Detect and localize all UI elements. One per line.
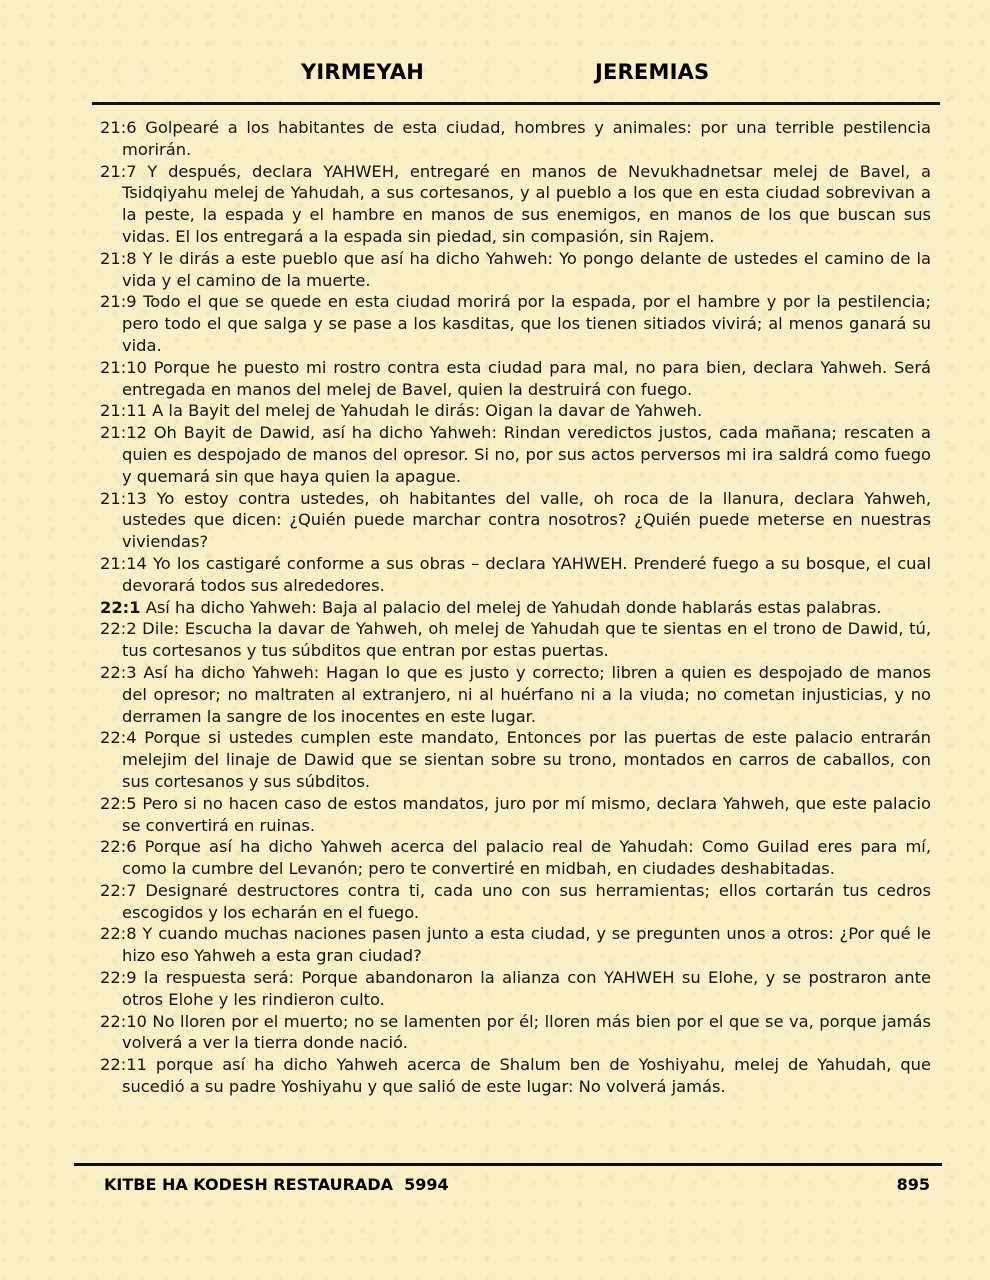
verse-ref: 22:4 — [100, 728, 137, 748]
verse-ref: 22:11 — [100, 1055, 147, 1075]
verse — [100, 836, 931, 880]
verse-text: Todo el que se quede en esta ciudad morirá por la espada, por el hambre y por la pestilencia; pero todo el que salga y se pase a los kasditas, que los tienen sitiados vivirá; al menos ganará su vida. — [122, 292, 931, 355]
verse — [100, 291, 931, 356]
verse-ref: 22:6 — [100, 837, 137, 857]
verse-text: Oh Bayit de Dawid, así ha dicho Yahweh: Rindan veredictos justos, cada mañana; rescaten a quien es despojado de manos del opresor. Si no, por sus actos perversos mi ira saldrá como fuego y quemará sin que haya quien la apague. — [122, 423, 931, 486]
verse-text: la respuesta será: Porque abandonaron la alianza con YAHWEH su Elohe, y se postraron ante otros Elohe y les rindieron culto. — [122, 968, 931, 1009]
verse — [100, 662, 931, 727]
verse-text: A la Bayit del melej de Yahudah le dirás: Oigan la davar de Yahweh. — [152, 401, 703, 421]
page-footer — [74, 1163, 942, 1194]
verse — [100, 880, 931, 924]
verse-ref-bold: 22:1 — [100, 597, 141, 617]
verse-text: Porque así ha dicho Yahweh acerca del palacio real de Yahudah: Como Guilad eres para mí, como la cumbre del Levanón; pero te convertiré en midbah, en ciudades deshabitadas. — [122, 837, 931, 879]
verse-ref: 21:14 — [100, 553, 147, 573]
verse-ref: 21:11 — [100, 401, 147, 421]
verse — [100, 618, 931, 662]
verse — [100, 553, 931, 597]
verse-ref: 22:7 — [100, 880, 137, 900]
verse-ref: 21:6 — [100, 118, 137, 137]
verse-ref: 22:2 — [100, 619, 137, 639]
verse — [100, 117, 931, 161]
verse — [100, 1054, 931, 1098]
verse-text: Y le dirás a este pueblo que así ha dicho Yahweh: Yo pongo delante de ustedes el camino de la vida y el camino de la muerte. — [122, 248, 931, 290]
verse — [100, 357, 931, 401]
verse — [100, 422, 931, 487]
verse-ref: 21:8 — [100, 248, 137, 268]
verse-ref: 22:10 — [100, 1011, 147, 1031]
book-title-hebrew: YIRMEYAH — [301, 60, 425, 84]
verse-list — [100, 117, 931, 1098]
page-number: 895 — [896, 1175, 930, 1194]
verse-text: Yo estoy contra ustedes, oh habitantes del valle, oh roca de la llanura, declara Yahweh, ustedes que dicen: ¿Quién puede marchar contra nosotros? ¿Quién puede meterse en nuestras viviendas? — [122, 488, 931, 552]
footer-book-title: KITBE HA KODESH RESTAURADA 5994 — [104, 1175, 449, 1194]
verse-ref: 21:12 — [100, 423, 147, 443]
verse-text: porque así ha dicho Yahweh acerca de Shalum ben de Yoshiyahu, melej de Yahudah, que sucedió a su padre Yoshiyahu y que salió de este lugar: No volverá jamás. — [122, 1055, 931, 1097]
verse — [100, 967, 931, 1011]
verse-text: Así ha dicho Yahweh: Hagan lo que es justo y correcto; libren a quien es despojado de manos del opresor; no maltraten al extranjero, ni al huérfano ni a la viuda; no cometan injusticias, y no derramen la sangre de los inocentes en este lugar. — [122, 662, 931, 726]
verse — [100, 1011, 931, 1055]
verse-text: Porque si ustedes cumplen este mandato, Entonces por las puertas de este palacio entrarán melejim del linaje de Dawid que se sientan sobre su trono, montados en carros de caballos, con sus cortesanos y sus súbditos. — [122, 728, 931, 791]
verse-ref: 22:8 — [100, 924, 137, 944]
verse — [100, 161, 931, 248]
verse-ref: 21:7 — [100, 161, 137, 181]
chapter-start-verse — [100, 597, 931, 619]
book-title-spanish: JEREMIAS — [595, 60, 710, 84]
verse-text: Porque he puesto mi rostro contra esta ciudad para mal, no para bien, declara Yahweh. Será entregada en manos del melej de Bavel, quien la destruirá con fuego. — [122, 357, 931, 399]
verse-text: Golpearé a los habitantes de esta ciudad, hombres y animales: por una terrible pestilencia morirán. — [122, 118, 931, 159]
verse-text: Así ha dicho Yahweh: Baja al palacio del melej de Yahudah donde hablarás estas palabras. — [145, 597, 882, 617]
verse-ref: 22:5 — [100, 793, 137, 813]
verse-ref: 21:9 — [100, 292, 137, 312]
verse — [100, 793, 931, 837]
verse-text: Designaré destructores contra ti, cada uno con sus herramientas; ellos cortarán tus cedros escogidos y los echarán en el fuego. — [122, 880, 931, 922]
verse-text: No lloren por el muerto; no se lamenten por él; lloren más bien por el que se va, porque jamás volverá a ver la tierra donde nació. — [122, 1011, 931, 1053]
page-header — [92, 58, 940, 105]
verse-text: Y después, declara YAHWEH, entregaré en manos de Nevukhadnetsar melej de Bavel, a Tsidqiyahu melej de Yahudah, a sus cortesanos, y al pueblo a los que en esta ciudad sobrevivan a la peste, la espada y el hambre en manos de sus enemigos, en manos de los que buscan sus vidas. El los entregará a la espada sin piedad, sin compasión, sin Rajem. — [122, 161, 931, 246]
verse — [100, 727, 931, 792]
verse-ref: 22:9 — [100, 968, 137, 988]
verse-ref: 22:3 — [100, 662, 137, 682]
verse-text: Yo los castigaré conforme a sus obras – declara YAHWEH. Prenderé fuego a su bosque, el cual devorará todos sus alrededores. — [122, 553, 931, 595]
verse-ref: 21:13 — [100, 488, 147, 508]
verse-ref: 21:10 — [100, 357, 147, 377]
verse — [100, 248, 931, 292]
verse — [100, 400, 931, 422]
verse — [100, 923, 931, 967]
verse-text: Y cuando muchas naciones pasen junto a esta ciudad, y se pregunten unos a otros: ¿Por qué le hizo eso Yahweh a esta gran ciudad? — [122, 924, 931, 966]
verse-text: Dile: Escucha la davar de Yahweh, oh melej de Yahudah que te sientas en el trono de Dawid, tú, tus cortesanos y tus súbditos que entran por estas puertas. — [122, 619, 931, 661]
verse-text: Pero si no hacen caso de estos mandatos, juro por mí mismo, declara Yahweh, que este palacio se convertirá en ruinas. — [122, 793, 931, 835]
verse — [100, 488, 931, 553]
